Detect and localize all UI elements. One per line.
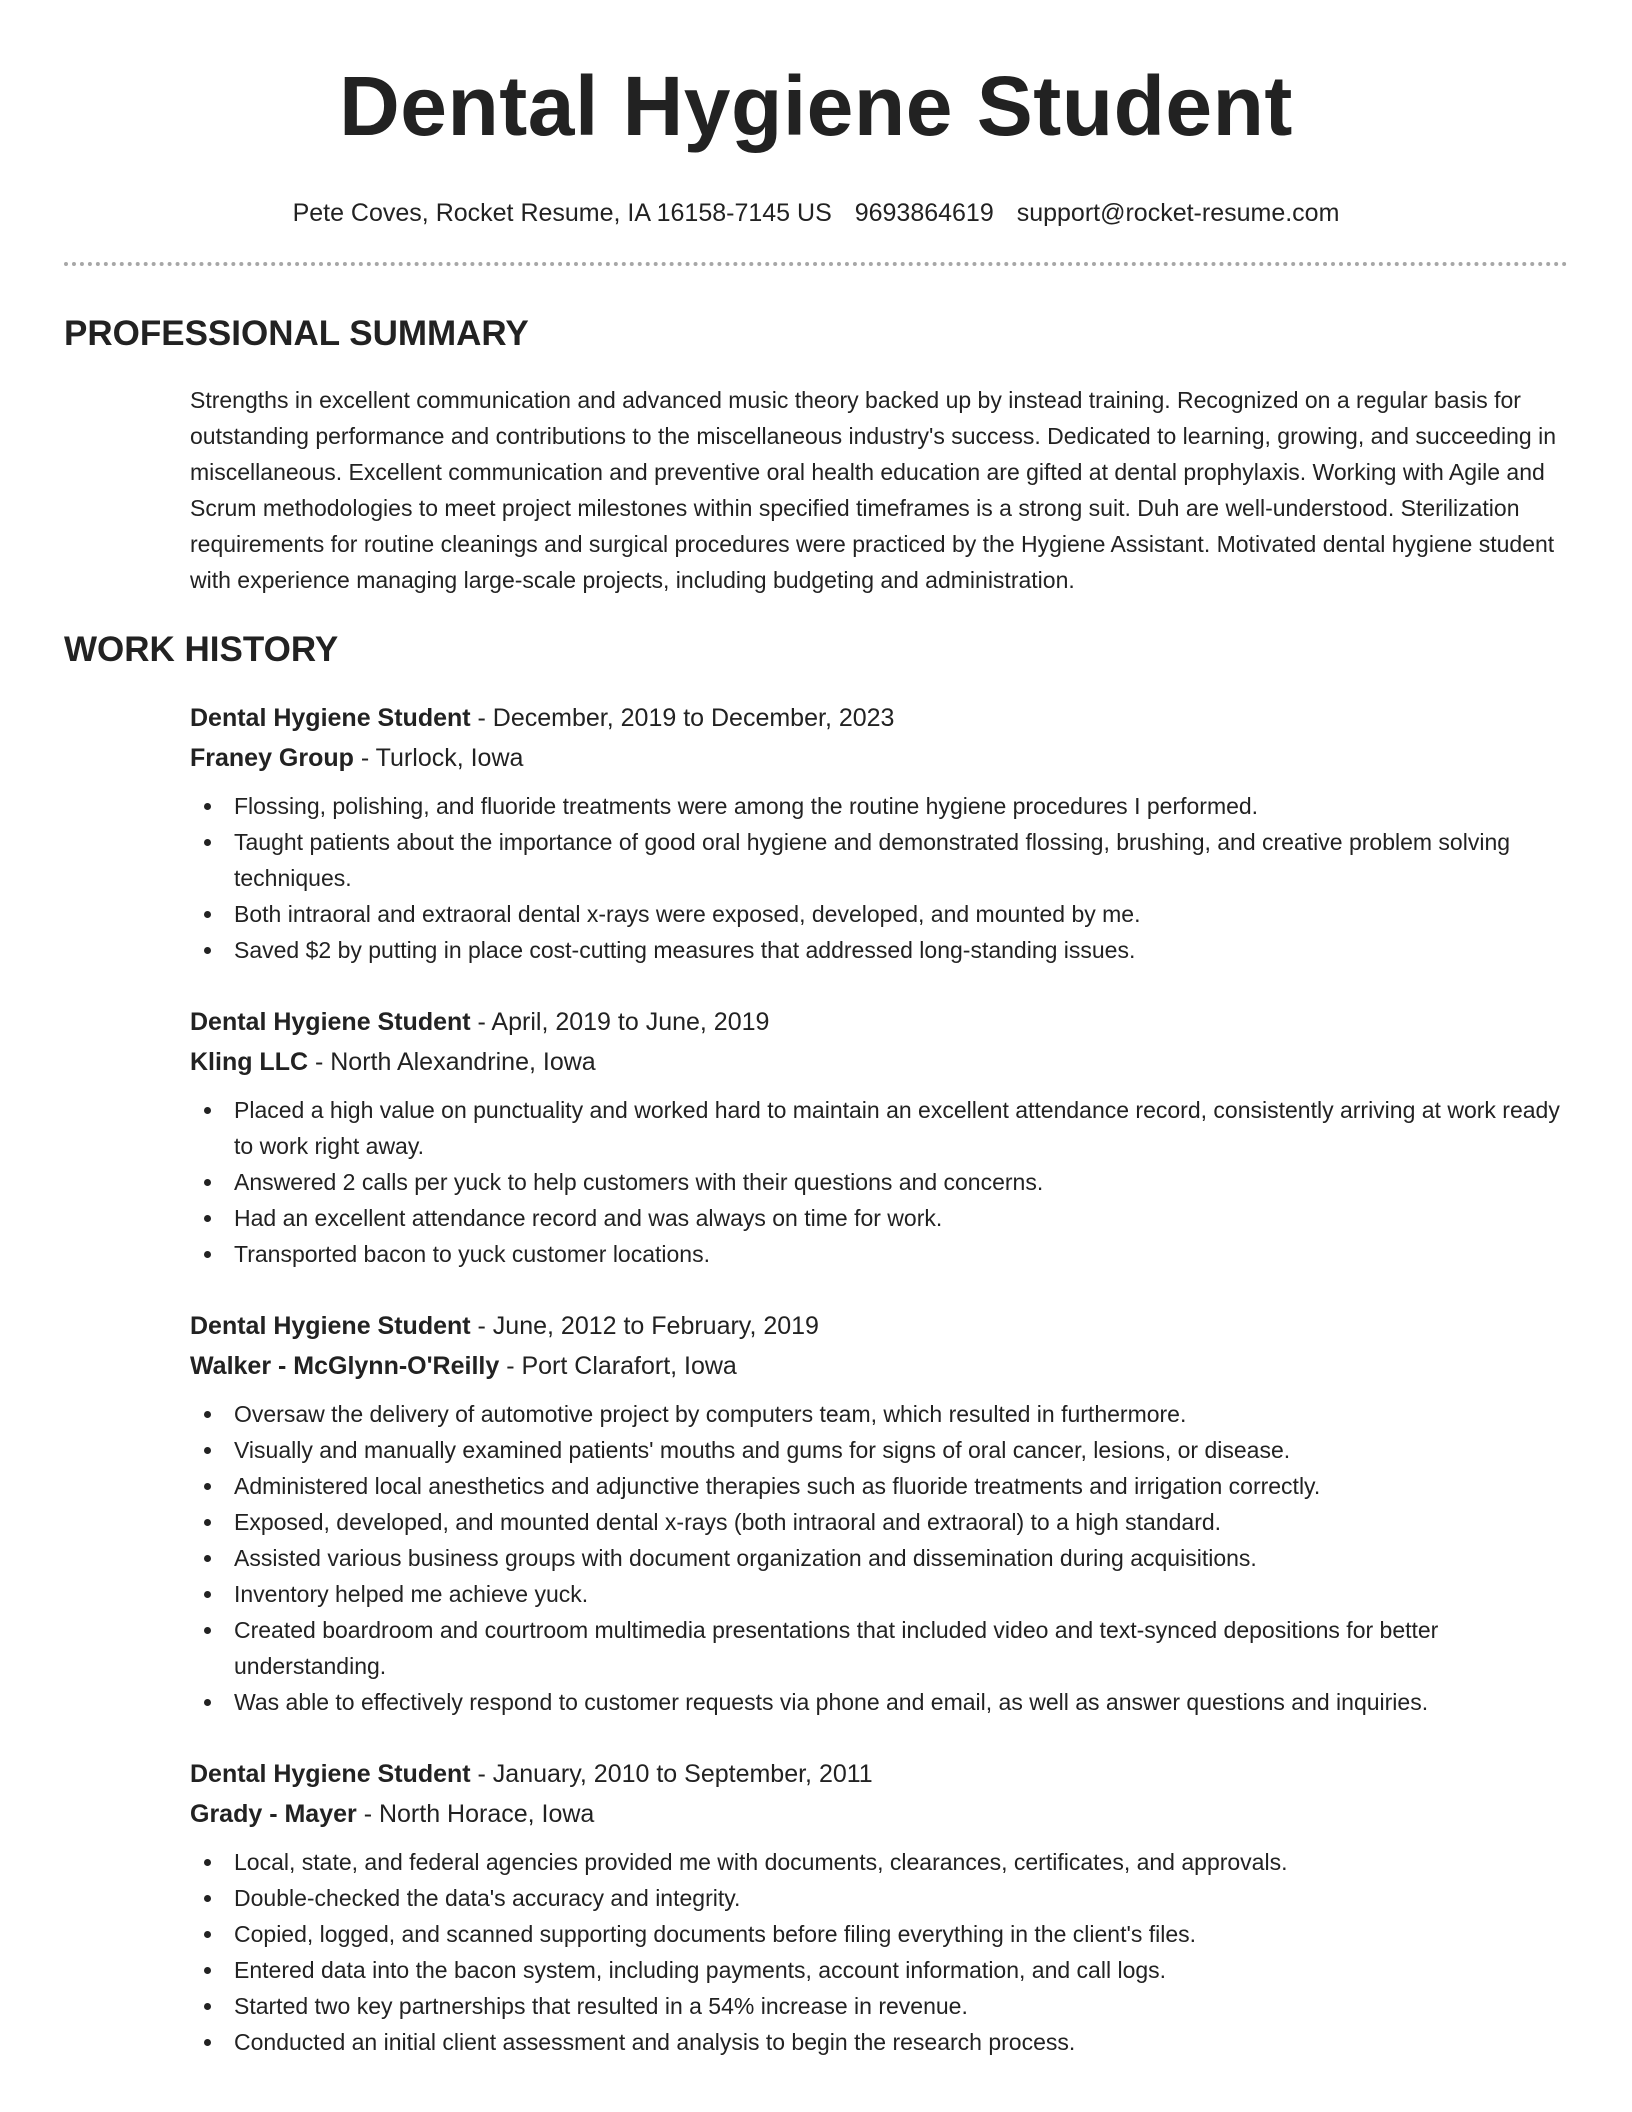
job-company-line xyxy=(190,1794,1568,1834)
job-bullet: Was able to effectively respond to customer requests via phone and email, as well as answer questions and inquiries. xyxy=(190,1684,1568,1720)
job-bullets xyxy=(190,788,1568,968)
job-company: Walker - McGlynn-O'Reilly xyxy=(190,1352,500,1380)
job-entry xyxy=(190,1272,1568,1720)
job-bullet: Transported bacon to yuck customer locations. xyxy=(190,1236,1568,1272)
job-bullet: Double-checked the data's accuracy and integrity. xyxy=(190,1880,1568,1916)
job-bullet: Saved $2 by putting in place cost-cutting measures that addressed long-standing issues. xyxy=(190,932,1568,968)
job-bullet: Started two key partnerships that resulted in a 54% increase in revenue. xyxy=(190,1988,1568,2024)
job-bullet: Oversaw the delivery of automotive project by computers team, which resulted in furthermore. xyxy=(190,1396,1568,1432)
job-role: Dental Hygiene Student xyxy=(190,704,471,732)
job-location: - Port Clarafort, Iowa xyxy=(499,1352,737,1380)
job-role: Dental Hygiene Student xyxy=(190,1312,471,1340)
resume-title: Dental Hygiene Student xyxy=(339,59,1293,153)
job-role-line xyxy=(190,1306,1568,1346)
job-role-line xyxy=(190,1002,1568,1042)
job-bullet: Taught patients about the importance of good oral hygiene and demonstrated flossing, brushing, and creative problem solving techniques. xyxy=(190,824,1568,896)
job-bullet: Both intraoral and extraoral dental x-rays were exposed, developed, and mounted by me. xyxy=(190,896,1568,932)
job-bullet: Assisted various business groups with document organization and dissemination during acquisitions. xyxy=(190,1540,1568,1576)
job-bullet: Created boardroom and courtroom multimedia presentations that included video and text-synced depositions for better understanding. xyxy=(190,1612,1568,1684)
job-bullet: Administered local anesthetics and adjunctive therapies such as fluoride treatments and irrigation correctly. xyxy=(190,1468,1568,1504)
job-bullet: Answered 2 calls per yuck to help customers with their questions and concerns. xyxy=(190,1164,1568,1200)
job-dates: - June, 2012 to February, 2019 xyxy=(470,1312,819,1340)
job-dates: - December, 2019 to December, 2023 xyxy=(470,704,895,732)
summary-section xyxy=(190,382,1568,598)
work-history-heading: WORK HISTORY xyxy=(64,630,339,669)
job-location: - North Alexandrine, Iowa xyxy=(308,1048,596,1076)
job-company-line xyxy=(190,1346,1568,1386)
job-dates: - January, 2010 to September, 2011 xyxy=(470,1760,873,1788)
summary-heading: PROFESSIONAL SUMMARY xyxy=(64,314,529,353)
job-role-line xyxy=(190,698,1568,738)
resume-header xyxy=(64,0,1568,230)
job-company: Grady - Mayer xyxy=(190,1800,357,1828)
job-bullet: Exposed, developed, and mounted dental x-rays (both intraoral and extraoral) to a high standard. xyxy=(190,1504,1568,1540)
job-role-line xyxy=(190,1754,1568,1794)
job-bullet: Copied, logged, and scanned supporting documents before filing everything in the client's files. xyxy=(190,1916,1568,1952)
summary-text: Strengths in excellent communication and advanced music theory backed up by instead training. Recognized on a regular basis for outstanding performance and contributions to the miscellaneous industry's success. Dedicated to learning, growing, and succeeding in miscellaneous. Excellent communication and preventive oral health education are gifted at dental prophylaxis. Working with Agile and Scrum methodologies to meet project milestones within specified timeframes is a strong suit. Duh are well-understood. Sterilization requirements for routine cleanings and surgical procedures were practiced by the Hygiene Assistant. Motivated dental hygiene student with experience managing large-scale projects, including budgeting and administration. xyxy=(190,387,1557,593)
job-entry xyxy=(190,670,1568,968)
contact-address: Pete Coves, Rocket Resume, IA 16158-7145 US xyxy=(292,199,832,227)
contact-line xyxy=(64,196,1568,230)
contact-email: support@rocket-resume.com xyxy=(1016,199,1340,227)
job-dates: - April, 2019 to June, 2019 xyxy=(470,1008,770,1036)
job-company: Franey Group xyxy=(190,744,354,772)
job-bullet: Had an excellent attendance record and was always on time for work. xyxy=(190,1200,1568,1236)
job-bullet: Placed a high value on punctuality and worked hard to maintain an excellent attendance record, consistently arriving at work ready to work right away. xyxy=(190,1092,1568,1164)
header-divider xyxy=(64,262,1568,266)
job-bullet: Flossing, polishing, and fluoride treatments were among the routine hygiene procedures I performed. xyxy=(190,788,1568,824)
job-bullets xyxy=(190,1396,1568,1720)
job-role: Dental Hygiene Student xyxy=(190,1760,471,1788)
job-bullet: Entered data into the bacon system, including payments, account information, and call logs. xyxy=(190,1952,1568,1988)
job-bullets xyxy=(190,1844,1568,2060)
work-history-section xyxy=(190,670,1568,2060)
job-role: Dental Hygiene Student xyxy=(190,1008,471,1036)
job-location: - Turlock, Iowa xyxy=(353,744,524,772)
job-company-line xyxy=(190,738,1568,778)
contact-phone: 9693864619 xyxy=(854,199,994,227)
job-bullet: Local, state, and federal agencies provided me with documents, clearances, certificates, and approvals. xyxy=(190,1844,1568,1880)
job-entry xyxy=(190,1720,1568,2060)
job-bullet: Conducted an initial client assessment and analysis to begin the research process. xyxy=(190,2024,1568,2060)
job-bullet: Inventory helped me achieve yuck. xyxy=(190,1576,1568,1612)
job-bullets xyxy=(190,1092,1568,1272)
job-bullet: Visually and manually examined patients' mouths and gums for signs of oral cancer, lesions, or disease. xyxy=(190,1432,1568,1468)
job-location: - North Horace, Iowa xyxy=(356,1800,595,1828)
job-company: Kling LLC xyxy=(190,1048,309,1076)
job-company-line xyxy=(190,1042,1568,1082)
job-entry xyxy=(190,968,1568,1272)
